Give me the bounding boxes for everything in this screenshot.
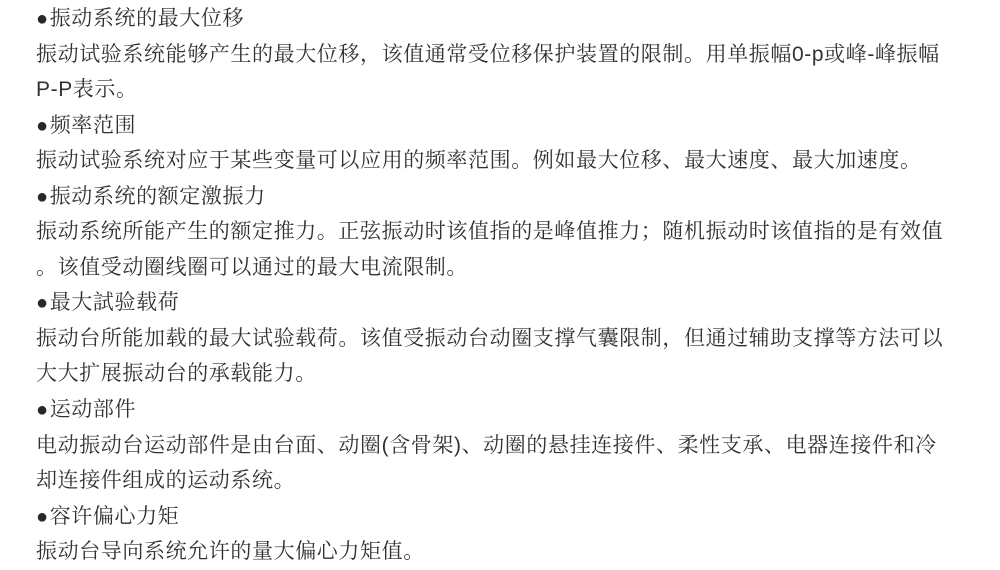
body-line: P-P表示。	[36, 78, 138, 102]
body-line: 振动台导向系统允许的量大偏心力矩值。	[36, 540, 425, 564]
section-heading-text: 最大試验载荷	[49, 291, 180, 315]
bullet-icon: ●	[36, 8, 49, 30]
bullet-icon: ●	[36, 114, 49, 137]
body-line: 。该值受动圈线圈可以通过的最大电流限制。	[36, 255, 468, 279]
section-heading	[36, 285, 980, 321]
body-line: 振动台所能加载的最大试验载荷。该值受振动台动圈支撑气囊限制，但通过辅助支撑等方法可以	[36, 326, 944, 350]
section-heading	[36, 392, 980, 428]
section-rated-excitation-force	[36, 179, 980, 286]
section-heading	[36, 1, 980, 37]
body-line: 振动试验系统能够产生的最大位移，该值通常受位移保护装置的限制。用单振幅0-p或峰-峰振幅	[36, 42, 940, 66]
body-line: 振动系统所能产生的额定推力。正弦振动时该值指的是峰值推力；随机振动时该值指的是有效值	[36, 220, 944, 244]
section-heading	[36, 179, 980, 215]
section-heading	[36, 499, 980, 535]
body-line: 振动试验系统对应于某些变量可以应用的频率范围。例如最大位移、最大速度、最大加速度。	[36, 149, 922, 173]
section-frequency-range	[36, 108, 980, 179]
section-heading-text: 振动系统的最大位移	[49, 7, 245, 30]
body-line: 大大扩展振动台的承载能力。	[36, 362, 317, 386]
bullet-icon: ●	[36, 185, 49, 208]
section-max-displacement	[36, 1, 980, 108]
section-heading	[36, 108, 980, 144]
section-heading-text: 频率范围	[49, 113, 137, 137]
bullet-icon: ●	[36, 505, 49, 528]
section-heading-text: 运动部件	[49, 398, 137, 422]
section-max-test-load	[36, 285, 980, 392]
body-line: 电动振动台运动部件是由台面、动圈(含骨架)、动圈的悬挂连接件、柔性支承、电器连接件和冷	[36, 433, 937, 457]
section-heading-text: 容许偏心力矩	[49, 504, 180, 528]
section-heading-text: 振动系统的额定激振力	[49, 184, 266, 208]
section-allowable-eccentric-moment	[36, 499, 980, 570]
section-moving-parts	[36, 392, 980, 499]
bullet-icon: ●	[36, 292, 49, 315]
body-line: 却连接件组成的运动系统。	[36, 469, 296, 493]
bullet-icon: ●	[36, 399, 49, 422]
